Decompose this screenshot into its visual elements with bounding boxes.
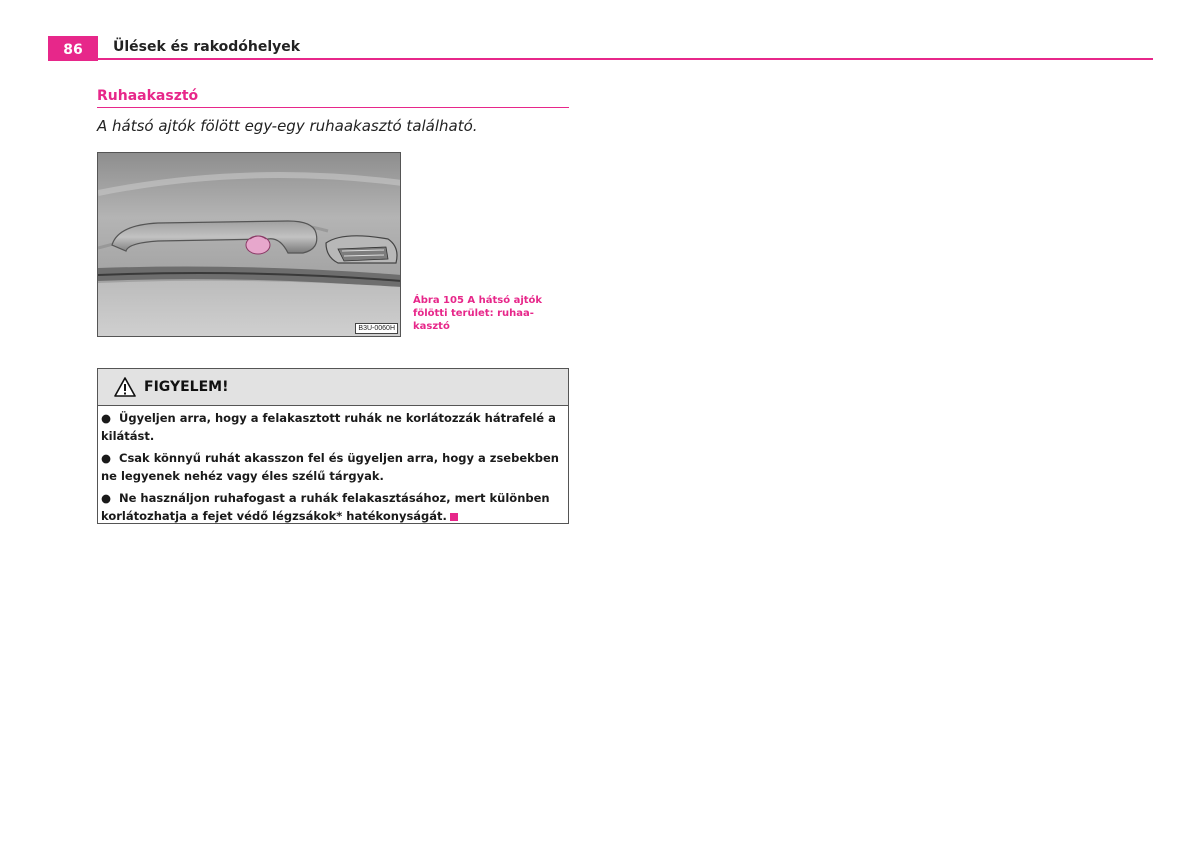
warning-list [98, 406, 568, 525]
warning-box [97, 368, 569, 524]
bullet-icon: ● [101, 411, 112, 425]
figure-code: B3U-0060H [355, 323, 398, 334]
warning-item: ● Csak könnyű ruhát akasszon fel és ügyeljen arra, hogy a zsebekben ne legyenek nehéz vagy éles szélű tárgyak. [101, 451, 559, 483]
header-rule [98, 58, 1153, 60]
warning-item: ● Ügyeljen arra, hogy a felakasztott ruhák ne korlátozzák hátrafelé a kilátást. [101, 411, 556, 443]
section-end-icon [450, 513, 458, 521]
section-rule [97, 107, 569, 108]
page-number: 86 [48, 36, 98, 61]
warning-header [98, 369, 568, 406]
section-intro: A hátsó ajtók fölött egy-egy ruhaakasztó található. [97, 117, 478, 135]
figure-image [97, 152, 401, 337]
warning-triangle-icon [114, 377, 136, 397]
coat-hook-illustration [98, 153, 401, 337]
bullet-icon: ● [101, 491, 112, 505]
section-title: Ruhaakasztó [97, 88, 199, 104]
warning-title: FIGYELEM! [144, 379, 229, 395]
bullet-icon: ● [101, 451, 112, 465]
chapter-title: Ülések és rakodóhelyek [113, 39, 301, 55]
warning-item: ● Ne használjon ruhafogast a ruhák felakasztásához, mert különben korlátozhatja a fejet védő légzsákok* hatékonyságát. [101, 491, 550, 523]
figure-caption: Ábra 105 A hátsó ajtók fölötti terület: ruhaa-kasztó [413, 295, 543, 332]
